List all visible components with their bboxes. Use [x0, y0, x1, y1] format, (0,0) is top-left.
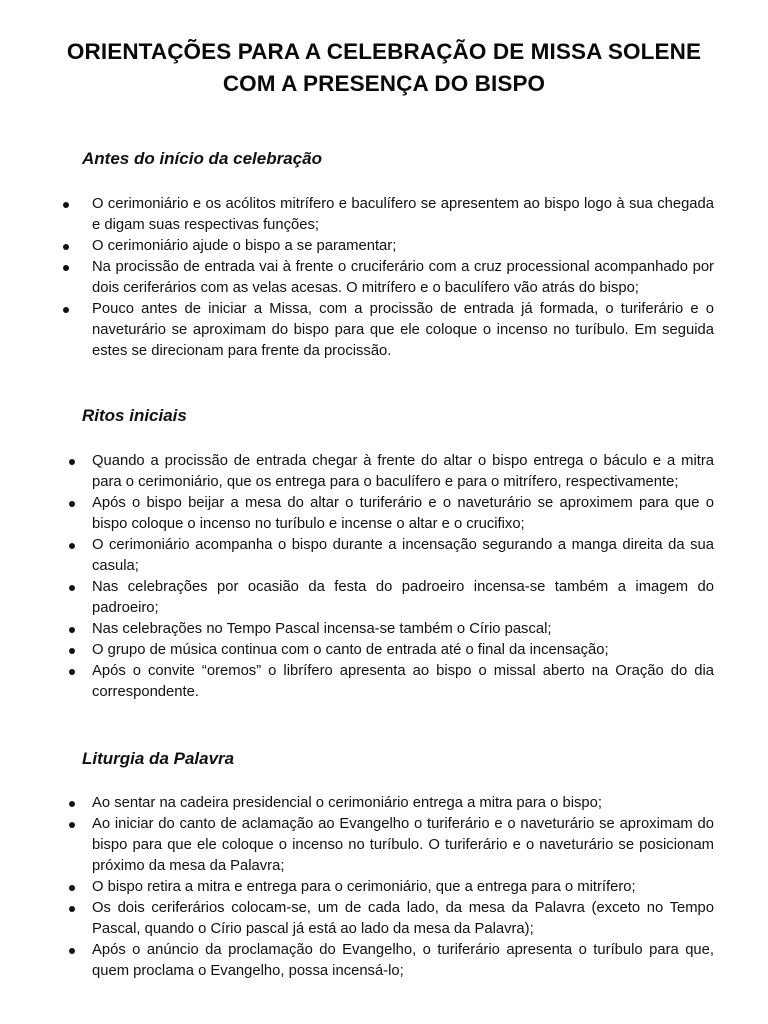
- list-item: [0, 940, 714, 982]
- list-item: [0, 619, 714, 640]
- bullet-icon: [63, 265, 69, 271]
- bullet-icon: [69, 669, 75, 675]
- bullet-icon: [69, 822, 75, 828]
- bullet-icon: [69, 948, 75, 954]
- bullet-icon: [63, 202, 69, 208]
- list-item-text: O grupo de música continua com o canto de entrada até o final da incensação;: [92, 642, 609, 658]
- list-item-text: O cerimoniário e os acólitos mitrífero e baculífero se apresentem ao bispo logo à sua chegada e digam suas respectivas funções;: [92, 196, 714, 233]
- bullet-icon: [69, 648, 75, 654]
- bullet-icon: [69, 906, 75, 912]
- list-item-text: O bispo retira a mitra e entrega para o cerimoniário, que a entrega para o mitrífero;: [92, 879, 636, 895]
- bullet-icon: [69, 885, 75, 891]
- list-item-text: Quando a procissão de entrada chegar à frente do altar o bispo entrega o báculo e a mitra para o cerimoniário, que os entrega para o baculífero e para o mitrífero, respectivamente;: [92, 453, 714, 490]
- list-item: [0, 493, 714, 535]
- document-title-line-2: COM A PRESENÇA DO BISPO: [222, 71, 546, 96]
- section-heading-ritos: Ritos iniciais: [82, 406, 187, 425]
- list-item: [0, 898, 714, 940]
- bullet-icon: [63, 307, 69, 313]
- list-item: [0, 236, 714, 257]
- list-item: [0, 661, 714, 703]
- list-item-text: Na procissão de entrada vai à frente o cruciferário com a cruz processional acompanhado por dois ceriferários com as velas acesas. O mitrífero e o baculífero vão atrás do bispo;: [92, 259, 714, 296]
- list-item: [0, 535, 714, 577]
- list-item: [0, 299, 714, 362]
- list-item: [0, 814, 714, 877]
- list-item: [0, 451, 714, 493]
- bullet-icon: [69, 585, 75, 591]
- bullet-icon: [69, 459, 75, 465]
- bullet-list-ritos: [0, 451, 768, 703]
- list-item: [0, 640, 714, 661]
- bullet-list-antes: [0, 194, 768, 362]
- document-title: [40, 36, 728, 100]
- list-item-text: Nas celebrações no Tempo Pascal incensa-se também o Círio pascal;: [92, 621, 552, 637]
- section-heading-antes: Antes do início da celebração: [82, 149, 322, 168]
- list-item-text: Ao iniciar do canto de aclamação ao Evangelho o turiferário e o naveturário se aproximam do bispo para que ele coloque o incenso no turíbulo. O turiferário e o naveturário se posicionam próximo da mesa da Palavra;: [92, 816, 714, 874]
- list-item-text: Pouco antes de iniciar a Missa, com a procissão de entrada já formada, o turiferário e o naveturário se aproximam do bispo para que ele coloque o incenso no turíbulo. Em seguida estes se direcionam para frente da procissão.: [92, 301, 714, 359]
- list-item: [0, 577, 714, 619]
- list-item: [0, 194, 714, 236]
- section-heading-liturgia: Liturgia da Palavra: [82, 749, 235, 768]
- list-item: [0, 877, 714, 898]
- list-item-text: Nas celebrações por ocasião da festa do padroeiro incensa-se também a imagem do padroeiro;: [92, 579, 714, 616]
- document-title-line-1: ORIENTAÇÕES PARA A CELEBRAÇÃO DE MISSA SOLENE: [66, 39, 702, 64]
- bullet-icon: [69, 543, 75, 549]
- list-item-text: Os dois ceriferários colocam-se, um de cada lado, da mesa da Palavra (exceto no Tempo Pascal, quando o Círio pascal já está ao lado da mesa da Palavra);: [92, 900, 714, 937]
- list-item: [0, 257, 714, 299]
- bullet-icon: [69, 627, 75, 633]
- bullet-list-liturgia: [0, 793, 768, 982]
- list-item-text: Após o anúncio da proclamação do Evangelho, o turiferário apresenta o turíbulo para que, quem proclama o Evangelho, possa incensá-lo;: [92, 942, 714, 979]
- bullet-icon: [69, 801, 75, 807]
- list-item: [0, 793, 714, 814]
- bullet-icon: [69, 501, 75, 507]
- list-item-text: O cerimoniário acompanha o bispo durante a incensação segurando a manga direita da sua casula;: [92, 537, 714, 574]
- list-item-text: Após o bispo beijar a mesa do altar o turiferário e o naveturário se aproximem para que o bispo coloque o incenso no turíbulo e incense o altar e o crucifixo;: [92, 495, 714, 532]
- list-item-text: Ao sentar na cadeira presidencial o cerimoniário entrega a mitra para o bispo;: [92, 795, 602, 811]
- list-item-text: Após o convite “oremos” o librífero apresenta ao bispo o missal aberto na Oração do dia correspondente.: [92, 663, 714, 700]
- bullet-icon: [63, 244, 69, 250]
- list-item-text: O cerimoniário ajude o bispo a se paramentar;: [92, 238, 397, 254]
